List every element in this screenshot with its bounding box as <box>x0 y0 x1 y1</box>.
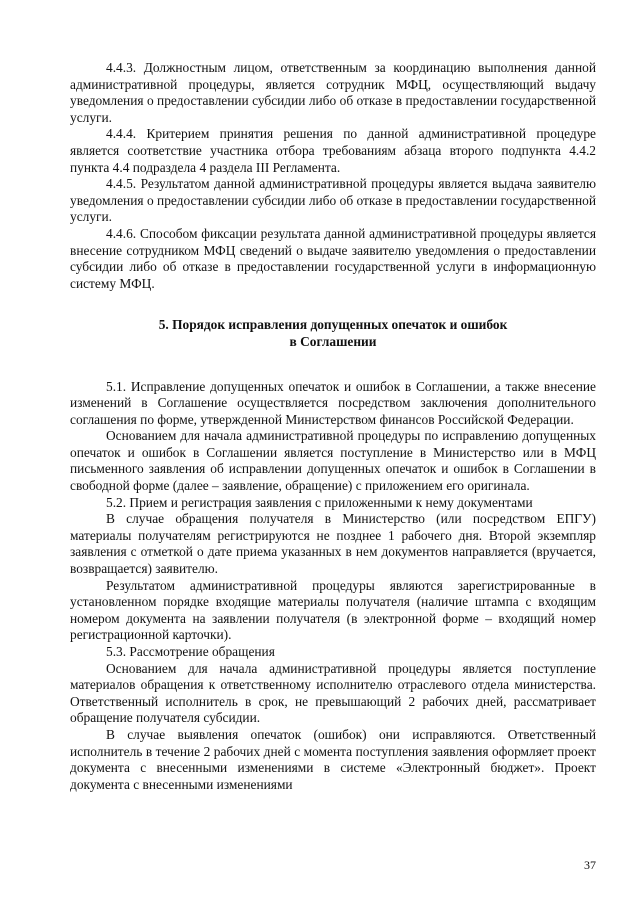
paragraph-4-4-3: 4.4.3. Должностным лицом, ответственным за координацию выполнения данной административной процедуры, является сотрудник МФЦ, осуществляющий выдачу уведомления о предоставлении субсидии либо об отказе в предоставлении государственной услуги. <box>70 60 596 125</box>
page-number: 37 <box>584 858 596 872</box>
paragraph-4-4-6: 4.4.6. Способом фиксации результата данной административной процедуры является внесение сотрудником МФЦ сведений о выдаче заявителю уведомления о предоставлении субсидии либо об отказе в предоставлении государственной услуги в информационную систему МФЦ. <box>70 225 596 291</box>
section-heading-line-1: 5. Порядок исправления допущенных опечаток и ошибок <box>158 317 508 333</box>
paragraph-4-4-5: 4.4.5. Результатом данной административной процедуры является выдача заявителю уведомления о предоставлении субсидии либо об отказе в предоставлении государственной услуги. <box>70 176 596 225</box>
section-5-heading <box>70 317 596 350</box>
paragraph-4-4-4: 4.4.4. Критерием принятия решения по данной административной процедуре является соответствие участника отбора требованиям абзаца второго подпункта 4.4.2 пункта 4.4 подраздела 4 раздела III Регламента. <box>70 126 596 175</box>
paragraph-5-2-title: 5.2. Прием и регистрация заявления с приложенными к нему документами <box>106 494 533 510</box>
paragraph-5-3-title: 5.3. Рассмотрение обращения <box>106 644 275 659</box>
paragraph-registration: В случае обращения получателя в Министерство (или посредством ЕПГУ) материалы получателям регистрируются не позднее 1 рабочего дня. Второй экземпляр заявления с отметкой о дате приема указанных в нем документов направляется (вручается, возвращается) заявителю. <box>70 511 596 577</box>
section-heading-line-2: в Соглашении <box>289 333 377 349</box>
document-page <box>70 60 596 793</box>
paragraph-basis-review: Основанием для начала административной процедуры является поступление материалов обращения к ответственному исполнителю отраслевого отдела министерства. Ответственный исполнитель в срок, не превышающий 2 рабочих дней, рассматривает обращение получателя субсидии. <box>70 660 596 726</box>
paragraph-5-1: 5.1. Исправление допущенных опечаток и ошибок в Соглашении, а также внесение изменений в Соглашение осуществляется посредством заключения дополнительного соглашения по форме, утвержденной Министерством финансов Российской Федерации. <box>70 378 596 427</box>
paragraph-basis-correction: Основанием для начала административной процедуры по исправлению допущенных опечаток и ошибок в Соглашении является поступление в Министерство или в МФЦ письменного заявления об исправлении допущенных опечаток и ошибок в Соглашении в свободной форме (далее – заявление, обращение) с приложением его оригинала. <box>70 428 596 494</box>
paragraph-result: Результатом административной процедуры являются зарегистрированные в установленном порядке входящие материалы получателя (наличие штампа с входящим номером документа на заявлении получателя (в электронной форме – входящий номер регистрационной карточки). <box>70 577 596 643</box>
paragraph-errors-found: В случае выявления опечаток (ошибок) они исправляются. Ответственный исполнитель в течение 2 рабочих дней с момента поступления заявления оформляет проект документа с внесенными изменениями в системе «Электронный бюджет». Проект документа с внесенными изменениями <box>70 726 596 792</box>
